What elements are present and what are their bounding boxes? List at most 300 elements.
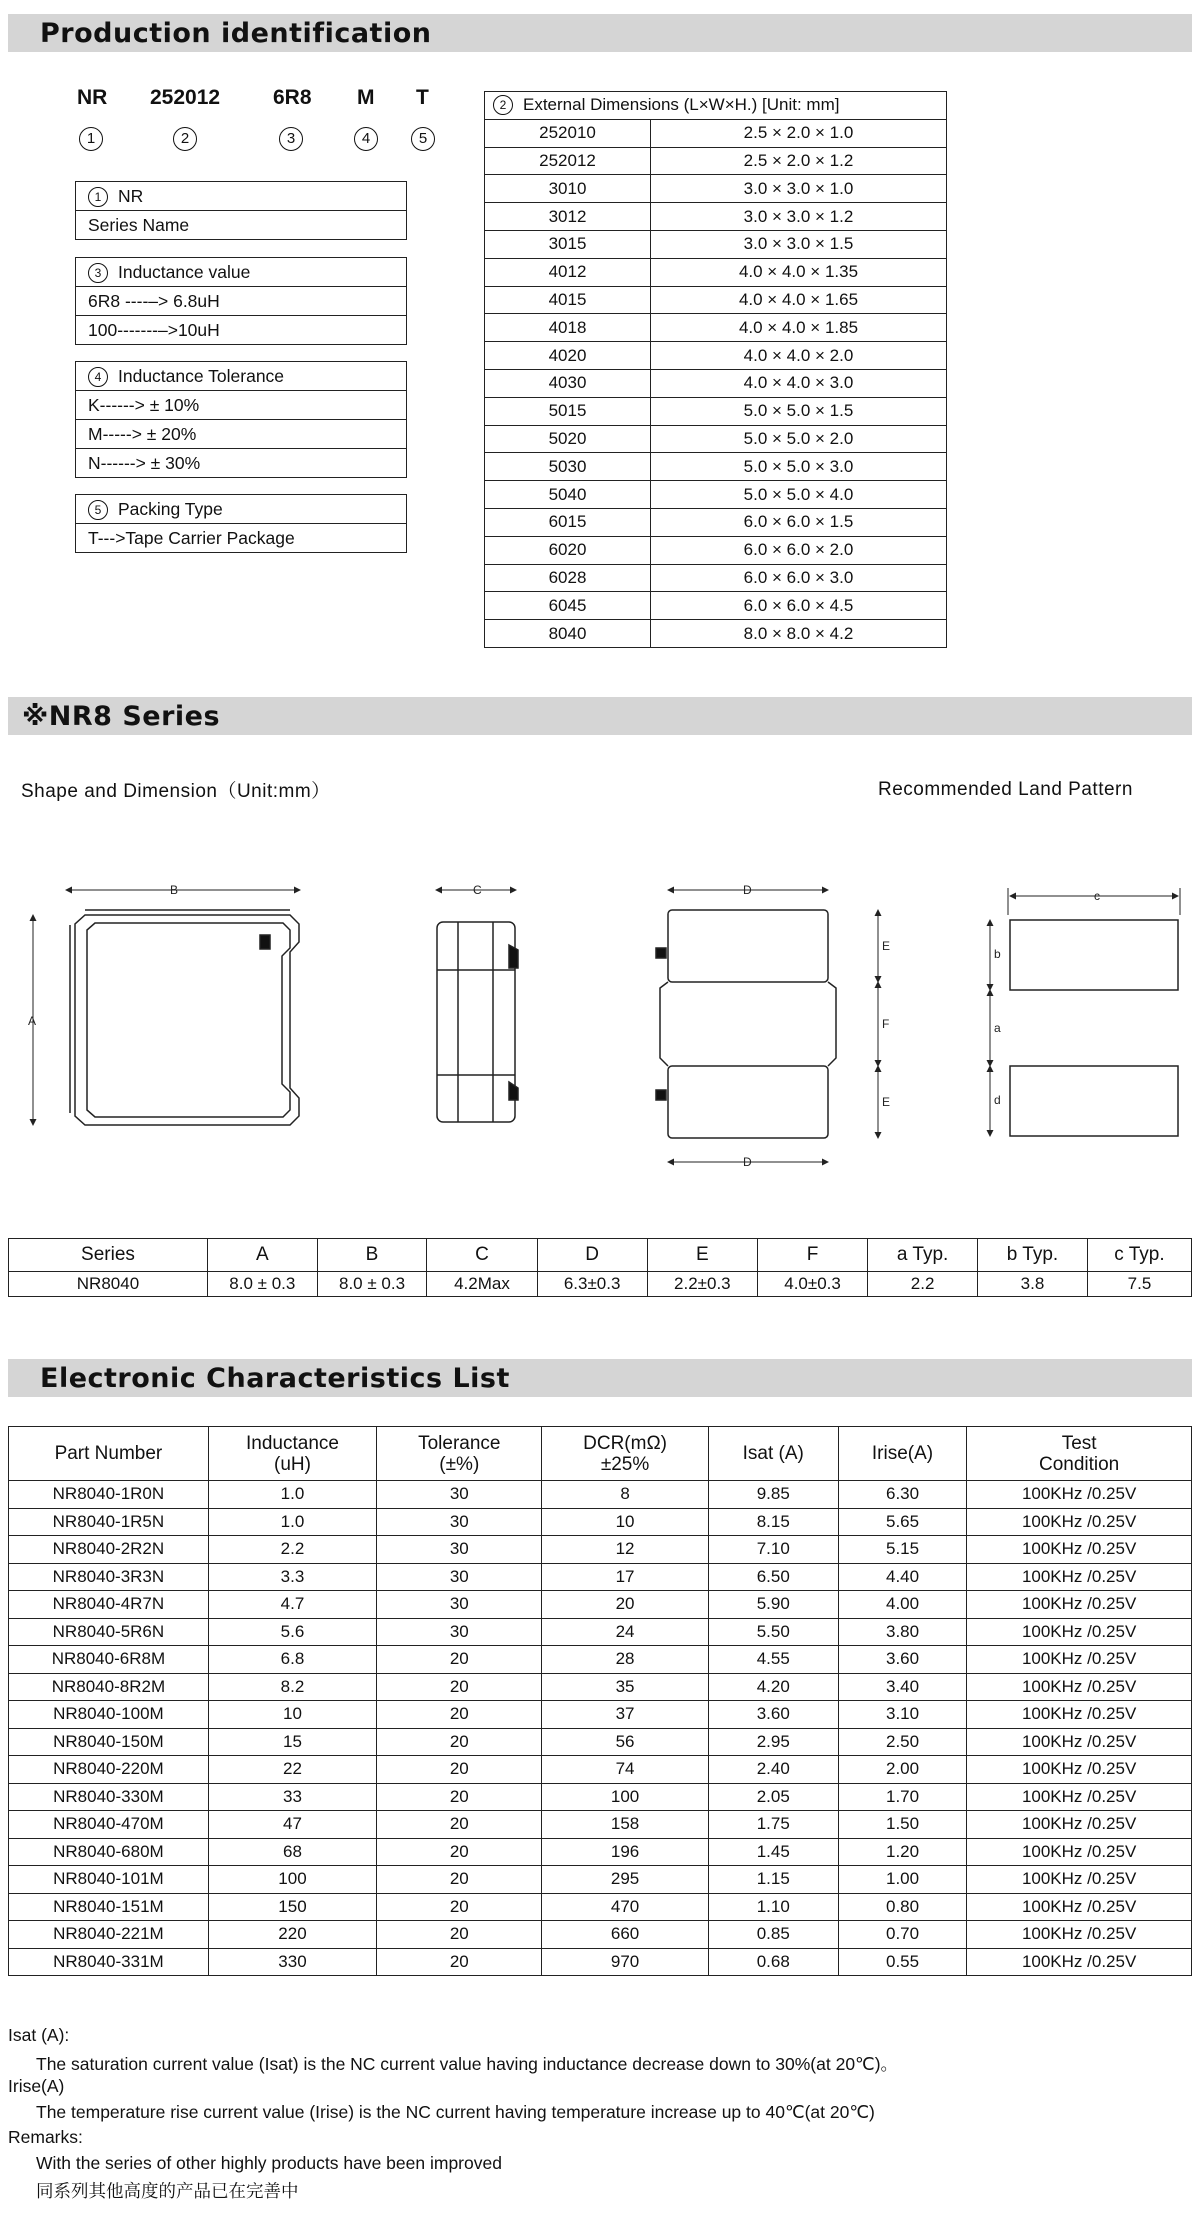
shape-dimension-title: Shape and Dimension（Unit:mm） (21, 781, 331, 802)
table-cell: 660 (542, 1921, 708, 1949)
column-header (967, 1427, 1192, 1481)
table-cell: 2.40 (708, 1756, 838, 1784)
table-row (485, 620, 947, 648)
part-number-cell: NR8040-6R8M (9, 1646, 209, 1674)
table-row (485, 508, 947, 536)
table-cell: 100KHz /0.25V (967, 1591, 1192, 1619)
table-cell: 100KHz /0.25V (967, 1481, 1192, 1509)
table-row (9, 1866, 1192, 1894)
table-cell: 1.10 (708, 1893, 838, 1921)
table-cell: 30 (377, 1536, 542, 1564)
table-cell: 100KHz /0.25V (967, 1921, 1192, 1949)
side-view-drawing (436, 890, 518, 1122)
table-row (485, 203, 947, 231)
size-code-cell: 4012 (485, 258, 651, 286)
dimension-cell: 5.0 × 5.0 × 3.0 (651, 453, 947, 481)
table-cell: 7.10 (708, 1536, 838, 1564)
section-title-electronic: Electronic Characteristics List (40, 1363, 510, 1394)
part-number-cell: NR8040-101M (9, 1866, 209, 1894)
table-cell: 30 (377, 1508, 542, 1536)
column-header: c Typ. (1087, 1239, 1191, 1272)
table-row (9, 1646, 1192, 1674)
table-row (9, 1508, 1192, 1536)
table-row (9, 1838, 1192, 1866)
table-cell: 6.3±0.3 (537, 1272, 647, 1297)
table-cell: 100KHz /0.25V (967, 1701, 1192, 1729)
box-line: M-----> ± 20% (76, 419, 406, 448)
table-cell: 5.90 (708, 1591, 838, 1619)
table-cell: 20 (377, 1838, 542, 1866)
table-cell: 20 (377, 1811, 542, 1839)
table-row (9, 1756, 1192, 1784)
table-row (485, 369, 947, 397)
table-cell: 3.10 (838, 1701, 966, 1729)
part-number-cell: NR8040-1R0N (9, 1481, 209, 1509)
table-cell: 3.80 (838, 1618, 966, 1646)
box-line: 6R8 ----–> 6.8uH (76, 286, 406, 315)
table-header (485, 92, 947, 120)
table-cell: 100KHz /0.25V (967, 1893, 1192, 1921)
table-cell: 2.2 (208, 1536, 376, 1564)
column-header: F (757, 1239, 867, 1272)
table-cell: 100KHz /0.25V (967, 1728, 1192, 1756)
irise-description: The temperature rise current value (Irise) is the NC current having temperature increase up to 40℃(at 20℃) (36, 2102, 875, 2122)
box-line: Series Name (76, 210, 406, 239)
table-cell: 15 (208, 1728, 376, 1756)
number-badge: 5 (88, 500, 108, 520)
part-number-cell: NR8040-150M (9, 1728, 209, 1756)
size-code-cell: 4020 (485, 342, 651, 370)
table-cell: 1.75 (708, 1811, 838, 1839)
land-label-c: c (1094, 889, 1100, 903)
table-cell: 0.80 (838, 1893, 966, 1921)
dimension-cell: 5.0 × 5.0 × 4.0 (651, 481, 947, 509)
size-code-cell: 3010 (485, 175, 651, 203)
column-header (9, 1427, 209, 1481)
size-code-cell: 3015 (485, 230, 651, 258)
table-cell: 47 (208, 1811, 376, 1839)
size-code-cell: 4015 (485, 286, 651, 314)
number-badge: 3 (88, 263, 108, 283)
dimension-cell: 4.0 × 4.0 × 1.85 (651, 314, 947, 342)
dimension-cell: 5.0 × 5.0 × 2.0 (651, 425, 947, 453)
table-cell: 74 (542, 1756, 708, 1784)
table-row (485, 536, 947, 564)
table-cell: 17 (542, 1563, 708, 1591)
part-number-cell: NR8040-680M (9, 1838, 209, 1866)
table-cell: 8.0 ± 0.3 (207, 1272, 317, 1297)
dim-label-d2: D (743, 1155, 752, 1169)
section-title-production: Production identification (40, 18, 432, 49)
table-cell: 158 (542, 1811, 708, 1839)
column-header (208, 1427, 376, 1481)
table-cell: 330 (208, 1948, 376, 1976)
table-cell: 1.20 (838, 1838, 966, 1866)
electronic-characteristics-table (8, 1426, 1192, 1976)
header-line: (±%) (439, 1453, 480, 1475)
table-cell: 1.15 (708, 1866, 838, 1894)
table-cell: 20 (377, 1701, 542, 1729)
part-code-segment: 6R8 (273, 86, 312, 109)
table-cell: 6.8 (208, 1646, 376, 1674)
dimension-cell: 2.5 × 2.0 × 1.0 (651, 119, 947, 147)
table-cell: 20 (377, 1921, 542, 1949)
header-line: ±25% (600, 1453, 650, 1475)
remarks-chinese: 同系列其他高度的产品已在完善中 (36, 2181, 299, 2201)
column-header: Series (9, 1239, 208, 1272)
table-cell: 100KHz /0.25V (967, 1508, 1192, 1536)
table-cell: 4.2Max (427, 1272, 537, 1297)
box-line: T--->Tape Carrier Package (76, 523, 406, 552)
size-code-cell: 6015 (485, 508, 651, 536)
dimension-cell: 4.0 × 4.0 × 1.65 (651, 286, 947, 314)
table-row (485, 453, 947, 481)
table-cell: 100KHz /0.25V (967, 1646, 1192, 1674)
table-row (9, 1536, 1192, 1564)
size-code-cell: 6045 (485, 592, 651, 620)
table-cell: 8.15 (708, 1508, 838, 1536)
size-code-cell: 252010 (485, 119, 651, 147)
isat-label: Isat (A): (8, 2025, 70, 2045)
table-cell: 3.60 (708, 1701, 838, 1729)
table-cell: 100KHz /0.25V (967, 1563, 1192, 1591)
box-line: K------> ± 10% (76, 390, 406, 419)
box-title: Inductance value (118, 262, 251, 282)
part-number-cell: NR8040-4R7N (9, 1591, 209, 1619)
column-header: C (427, 1239, 537, 1272)
table-cell: 2.50 (838, 1728, 966, 1756)
header-line: Condition (1038, 1453, 1120, 1475)
size-code-cell: 6020 (485, 536, 651, 564)
box-title: NR (118, 186, 144, 206)
table-cell: 4.40 (838, 1563, 966, 1591)
table-cell: 1.45 (708, 1838, 838, 1866)
part-number-cell: NR8040-330M (9, 1783, 209, 1811)
table-cell: 6.30 (838, 1481, 966, 1509)
table-cell: 20 (377, 1756, 542, 1784)
part-code-segment: M (357, 86, 375, 109)
part-number-cell: NR8040-470M (9, 1811, 209, 1839)
column-header: a Typ. (868, 1239, 978, 1272)
table-cell: 4.7 (208, 1591, 376, 1619)
column-header: B (317, 1239, 427, 1272)
table-cell: 20 (377, 1783, 542, 1811)
table-cell: 5.15 (838, 1536, 966, 1564)
series-name-box (75, 181, 407, 240)
table-cell: 3.60 (838, 1646, 966, 1674)
size-code-cell: 4030 (485, 369, 651, 397)
nr8-dimension-table (8, 1238, 1192, 1297)
table-cell: 100KHz /0.25V (967, 1536, 1192, 1564)
table-cell: 100KHz /0.25V (967, 1838, 1192, 1866)
dim-label-f: F (882, 1017, 890, 1031)
table-cell: 1.0 (208, 1481, 376, 1509)
land-pattern-drawing (990, 888, 1180, 1136)
table-cell: 1.00 (838, 1866, 966, 1894)
top-view-drawing (33, 890, 300, 1125)
box-title: Inductance Tolerance (118, 366, 285, 386)
table-cell: 3.8 (978, 1272, 1088, 1297)
remarks-label: Remarks: (8, 2127, 83, 2147)
table-cell: 20 (542, 1591, 708, 1619)
column-header: b Typ. (978, 1239, 1088, 1272)
size-code-cell: 6028 (485, 564, 651, 592)
table-row (485, 147, 947, 175)
table-cell: 100KHz /0.25V (967, 1811, 1192, 1839)
table-cell: 295 (542, 1866, 708, 1894)
table-cell: 30 (377, 1591, 542, 1619)
size-code-cell: 5040 (485, 481, 651, 509)
table-row (9, 1728, 1192, 1756)
table-row (485, 119, 947, 147)
table-row (485, 258, 947, 286)
table-cell: 56 (542, 1728, 708, 1756)
part-code-number: 2 (173, 127, 197, 151)
number-badge: 4 (88, 367, 108, 387)
dimension-cell: 4.0 × 4.0 × 2.0 (651, 342, 947, 370)
table-cell: 100KHz /0.25V (967, 1618, 1192, 1646)
land-label-a: a (994, 1021, 1001, 1035)
dimension-cell: 3.0 × 3.0 × 1.0 (651, 175, 947, 203)
table-row (485, 397, 947, 425)
table-cell: 5.6 (208, 1618, 376, 1646)
table-row (9, 1272, 1192, 1297)
part-number-cell: NR8040-331M (9, 1948, 209, 1976)
table-cell: 20 (377, 1893, 542, 1921)
table-row (485, 564, 947, 592)
table-cell: 22 (208, 1756, 376, 1784)
isat-description: The saturation current value (Isat) is the NC current value having inductance decrease down to 30%(at 20℃)。 (36, 2054, 899, 2074)
table-row (9, 1783, 1192, 1811)
table-cell: 2.05 (708, 1783, 838, 1811)
dimension-cell: 3.0 × 3.0 × 1.2 (651, 203, 947, 231)
size-code-cell: 8040 (485, 620, 651, 648)
section-bar-electronic (8, 1359, 1192, 1397)
section-bar-production (8, 14, 1192, 52)
table-cell: 0.85 (708, 1921, 838, 1949)
table-cell: 20 (377, 1728, 542, 1756)
dimension-cell: 4.0 × 4.0 × 3.0 (651, 369, 947, 397)
table-cell: 10 (208, 1701, 376, 1729)
table-cell: NR8040 (9, 1272, 208, 1297)
dimension-cell: 2.5 × 2.0 × 1.2 (651, 147, 947, 175)
number-badge: 2 (493, 95, 513, 115)
part-code-number: 1 (79, 127, 103, 151)
table-cell: 4.00 (838, 1591, 966, 1619)
part-number-cell: NR8040-100M (9, 1701, 209, 1729)
table-cell: 9.85 (708, 1481, 838, 1509)
dimension-cell: 6.0 × 6.0 × 3.0 (651, 564, 947, 592)
part-number-cell: NR8040-3R3N (9, 1563, 209, 1591)
table-cell: 100KHz /0.25V (967, 1756, 1192, 1784)
column-header: A (207, 1239, 317, 1272)
table-cell: 5.50 (708, 1618, 838, 1646)
section-bar-series (8, 697, 1192, 735)
table-cell: 3.40 (838, 1673, 966, 1701)
part-code-number: 5 (411, 127, 435, 151)
header-line: (uH) (274, 1453, 311, 1475)
part-number-cell: NR8040-2R2N (9, 1536, 209, 1564)
table-cell: 2.2±0.3 (647, 1272, 757, 1297)
land-pattern-title: Recommended Land Pattern (878, 779, 1133, 800)
part-number-cell: NR8040-8R2M (9, 1673, 209, 1701)
dimension-cell: 5.0 × 5.0 × 1.5 (651, 397, 947, 425)
number-badge: 1 (88, 187, 108, 207)
table-cell: 100KHz /0.25V (967, 1948, 1192, 1976)
table-cell: 100 (542, 1783, 708, 1811)
size-code-cell: 4018 (485, 314, 651, 342)
dim-label-b: B (170, 883, 179, 897)
table-cell: 0.70 (838, 1921, 966, 1949)
part-number-cell: NR8040-5R6N (9, 1618, 209, 1646)
inductance-value-box (75, 257, 407, 345)
column-header (708, 1427, 838, 1481)
table-cell: 196 (542, 1838, 708, 1866)
table-cell: 30 (377, 1618, 542, 1646)
table-cell: 100 (208, 1866, 376, 1894)
dimension-cell: 8.0 × 8.0 × 4.2 (651, 620, 947, 648)
column-header (838, 1427, 966, 1481)
header-line: DCR(mΩ) (583, 1432, 667, 1454)
land-label-b: b (994, 947, 1001, 961)
table-cell: 7.5 (1087, 1272, 1191, 1297)
table-row (485, 230, 947, 258)
size-code-cell: 5015 (485, 397, 651, 425)
table-cell: 68 (208, 1838, 376, 1866)
dim-label-d: D (743, 883, 752, 897)
dim-label-e2: E (882, 1095, 891, 1109)
part-number-cell: NR8040-220M (9, 1756, 209, 1784)
dimension-drawings (0, 870, 1200, 1180)
part-code-number: 4 (354, 127, 378, 151)
table-cell: 37 (542, 1701, 708, 1729)
header-line: Test (1061, 1432, 1097, 1454)
part-number-cell: NR8040-151M (9, 1893, 209, 1921)
box-title: Packing Type (118, 499, 223, 519)
table-row (9, 1481, 1192, 1509)
table-cell: 100KHz /0.25V (967, 1673, 1192, 1701)
table-cell: 20 (377, 1866, 542, 1894)
table-cell: 4.55 (708, 1646, 838, 1674)
size-code-cell: 5020 (485, 425, 651, 453)
part-code-segment: 252012 (150, 86, 221, 109)
table-cell: 8 (542, 1481, 708, 1509)
table-cell: 30 (377, 1563, 542, 1591)
dim-label-e: E (882, 939, 891, 953)
table-cell: 100KHz /0.25V (967, 1783, 1192, 1811)
part-code-number: 3 (279, 127, 303, 151)
table-row (9, 1921, 1192, 1949)
table-row (485, 592, 947, 620)
table-cell: 12 (542, 1536, 708, 1564)
table-cell: 1.0 (208, 1508, 376, 1536)
column-header (377, 1427, 542, 1481)
table-row (9, 1701, 1192, 1729)
table-cell: 24 (542, 1618, 708, 1646)
table-cell: 20 (377, 1948, 542, 1976)
table-row (485, 314, 947, 342)
table-cell: 150 (208, 1893, 376, 1921)
table-cell: 5.65 (838, 1508, 966, 1536)
table-row (485, 342, 947, 370)
dimension-cell: 6.0 × 6.0 × 4.5 (651, 592, 947, 620)
table-cell: 28 (542, 1646, 708, 1674)
dim-label-c: C (473, 883, 482, 897)
section-title-series: ※NR8 Series (22, 701, 221, 732)
table-cell: 220 (208, 1921, 376, 1949)
header-line: Inductance (246, 1432, 339, 1454)
table-cell: 8.0 ± 0.3 (317, 1272, 427, 1297)
table-cell: 1.70 (838, 1783, 966, 1811)
table-cell: 100KHz /0.25V (967, 1866, 1192, 1894)
table-row (485, 425, 947, 453)
column-header: E (647, 1239, 757, 1272)
part-number-cell: NR8040-1R5N (9, 1508, 209, 1536)
column-header: D (537, 1239, 647, 1272)
dim-label-a: A (28, 1014, 37, 1028)
header-line: Irise(A) (871, 1443, 934, 1464)
table-cell: 970 (542, 1948, 708, 1976)
box-line: N------> ± 30% (76, 448, 406, 477)
table-row (9, 1673, 1192, 1701)
dimension-cell: 6.0 × 6.0 × 2.0 (651, 536, 947, 564)
part-code-segment: T (416, 86, 429, 109)
table-cell: 20 (377, 1673, 542, 1701)
table-row (485, 286, 947, 314)
packing-type-box (75, 494, 407, 553)
size-code-cell: 5030 (485, 453, 651, 481)
table-row (9, 1948, 1192, 1976)
table-cell: 8.2 (208, 1673, 376, 1701)
land-label-d: d (994, 1093, 1001, 1107)
column-header (542, 1427, 708, 1481)
inductance-tolerance-box (75, 361, 407, 478)
irise-label: Irise(A) (8, 2076, 65, 2096)
table-cell: 33 (208, 1783, 376, 1811)
table-row (485, 481, 947, 509)
table-cell: 2.95 (708, 1728, 838, 1756)
header-line: Tolerance (418, 1432, 501, 1454)
dimension-cell: 6.0 × 6.0 × 1.5 (651, 508, 947, 536)
table-cell: 30 (377, 1481, 542, 1509)
table-row (485, 175, 947, 203)
table-cell: 20 (377, 1646, 542, 1674)
size-code-cell: 252012 (485, 147, 651, 175)
external-dimensions-table (484, 91, 947, 648)
part-code-segment: NR (77, 86, 108, 109)
table-cell: 1.50 (838, 1811, 966, 1839)
table-row (9, 1591, 1192, 1619)
table-cell: 4.0±0.3 (757, 1272, 867, 1297)
table-row (9, 1811, 1192, 1839)
table-row (9, 1618, 1192, 1646)
table-cell: 0.68 (708, 1948, 838, 1976)
dimension-cell: 3.0 × 3.0 × 1.5 (651, 230, 947, 258)
table-row (9, 1563, 1192, 1591)
size-code-cell: 3012 (485, 203, 651, 231)
header-line: Isat (A) (742, 1443, 804, 1464)
table-cell: 3.3 (208, 1563, 376, 1591)
header-text: External Dimensions (L×W×H.) [Unit: mm] (523, 95, 840, 115)
part-number-cell: NR8040-221M (9, 1921, 209, 1949)
bottom-view-drawing (656, 890, 878, 1162)
table-cell: 10 (542, 1508, 708, 1536)
table-cell: 0.55 (838, 1948, 966, 1976)
box-line: 100-------–>10uH (76, 315, 406, 344)
remarks-description: With the series of other highly products have been improved (36, 2153, 502, 2173)
table-cell: 470 (542, 1893, 708, 1921)
header-line: Part Number (54, 1443, 163, 1464)
